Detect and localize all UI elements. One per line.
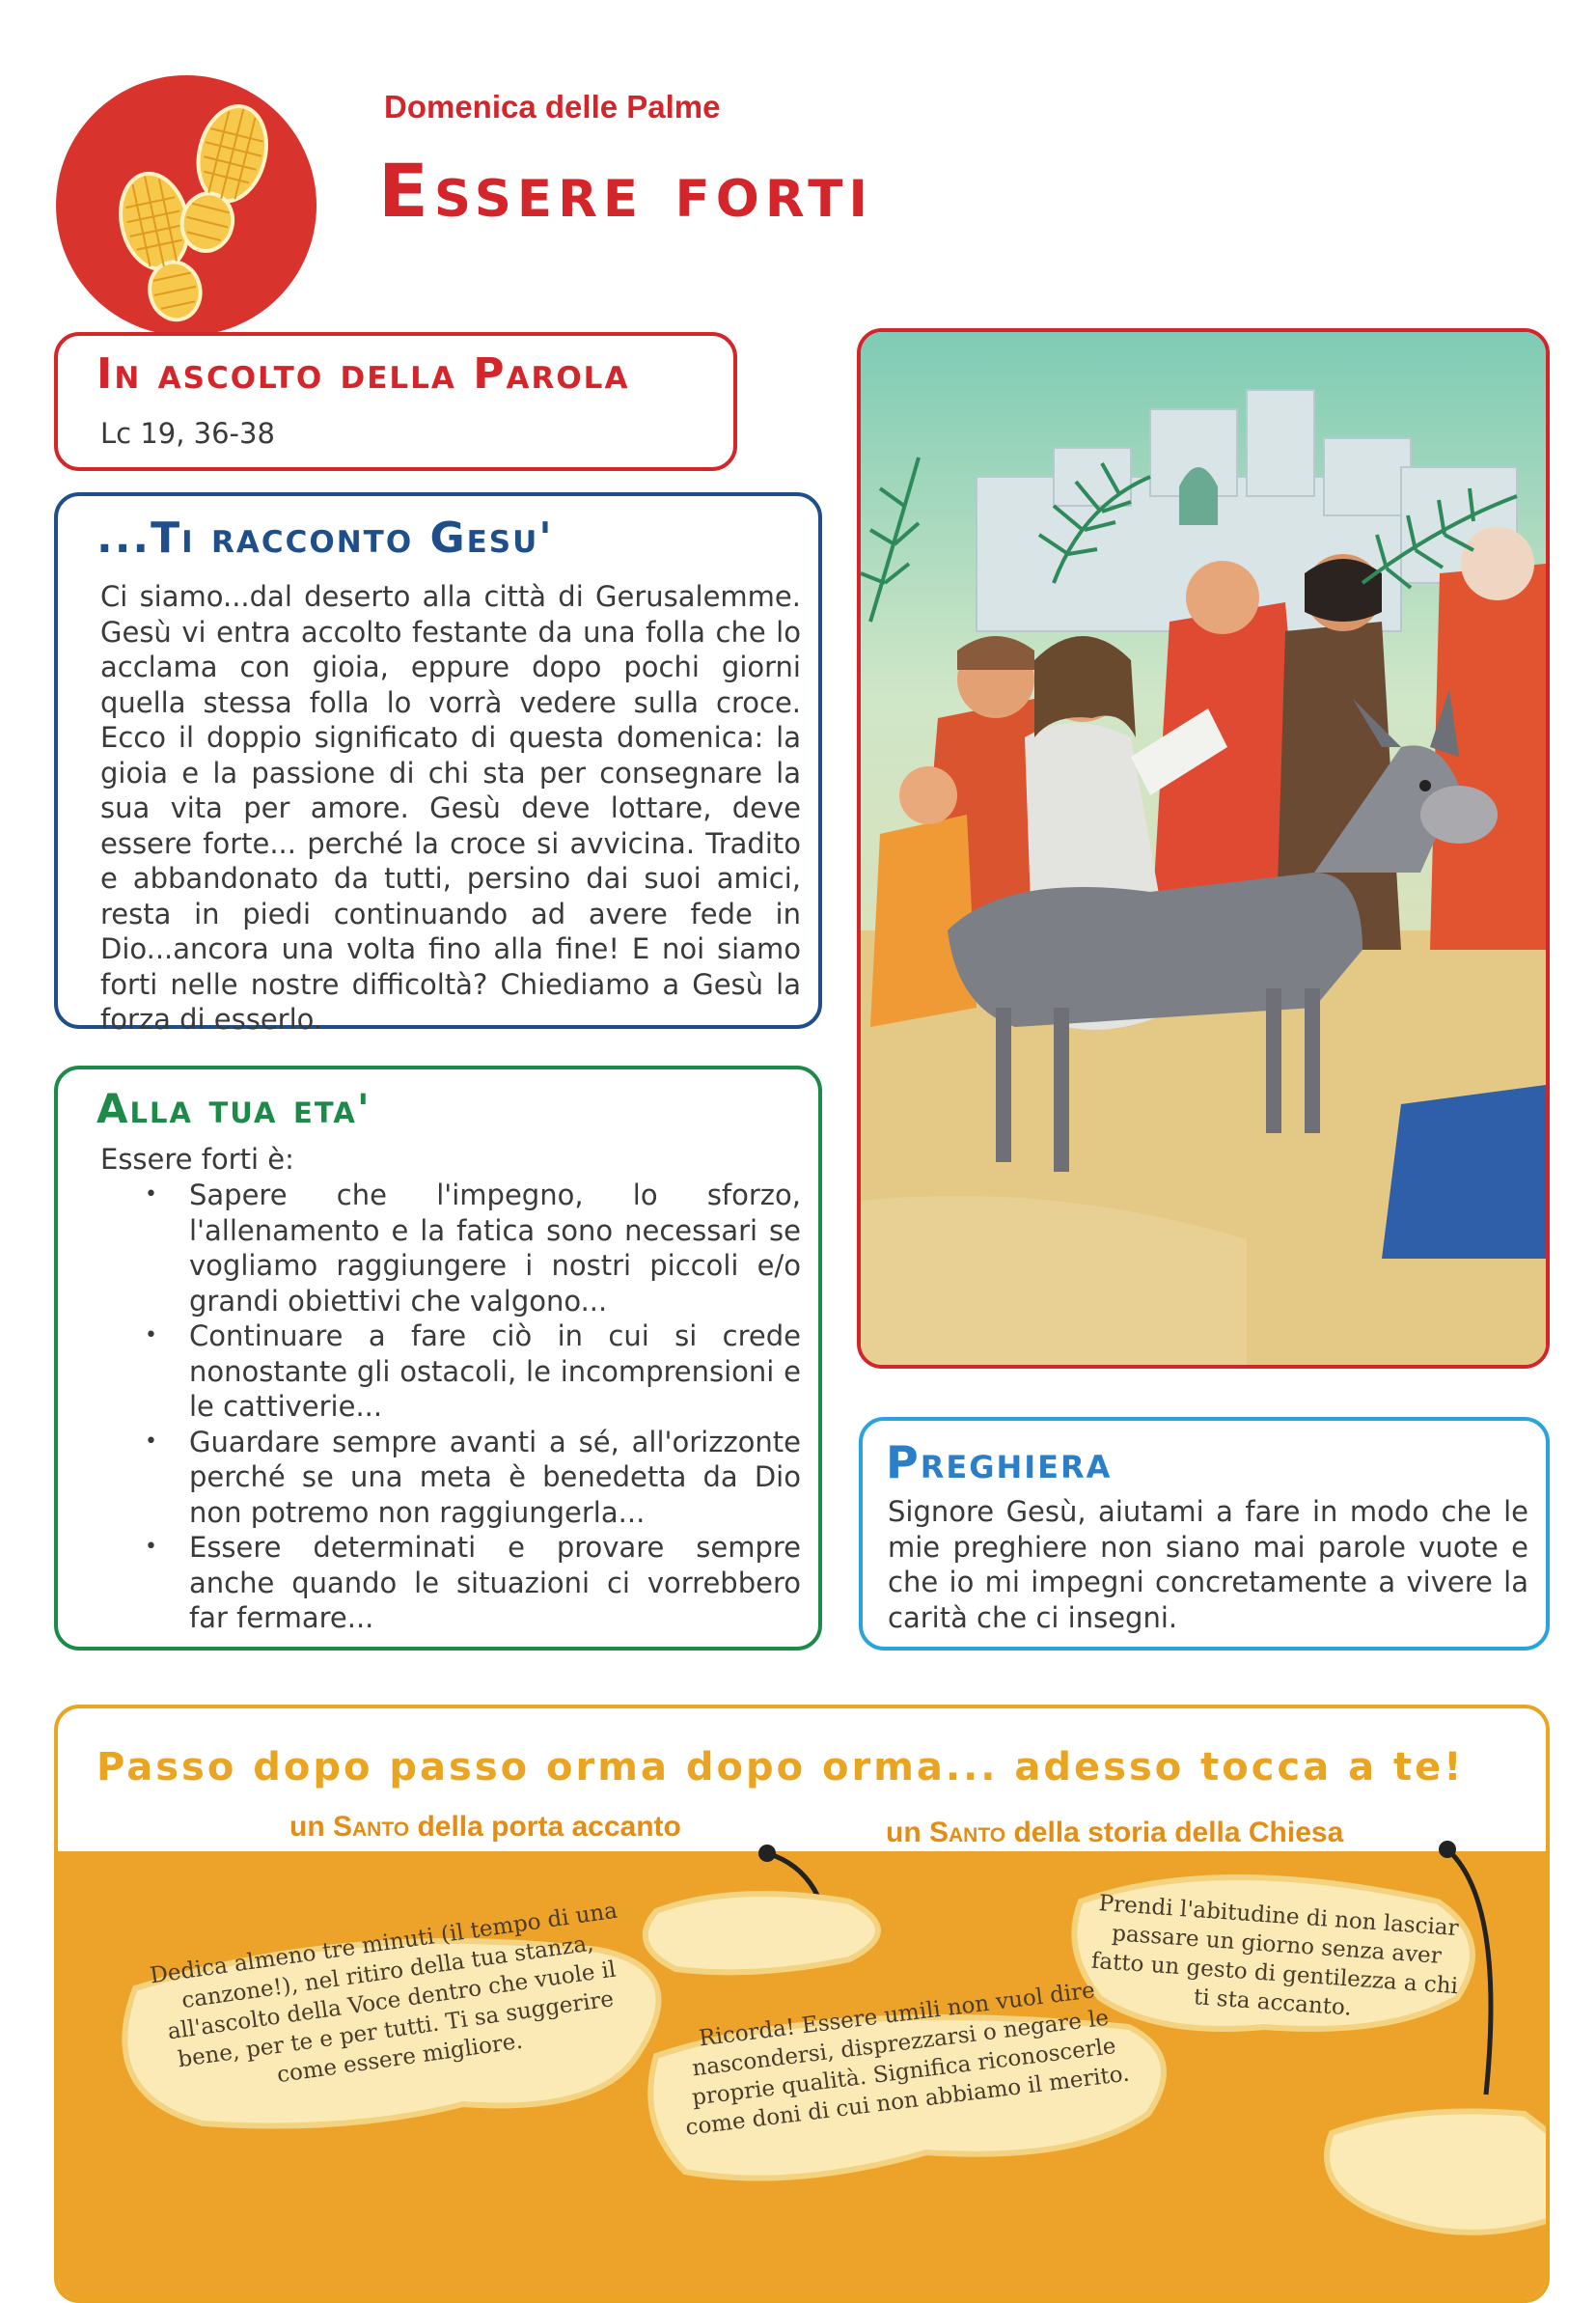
eta-intro: Essere forti è: (100, 1143, 294, 1176)
sole-text-1: Dedica almeno tre minuti (il tempo di una canzone!), nel ritiro della tua stanza, all'ascolto della Voce dentro che vuole il bene, per te e per tutti. Ti sa suggerire come essere migliore. (148, 1898, 619, 2089)
eta-box (54, 1066, 822, 1651)
preghiera-text: Signore Gesù, aiutami a fare in modo che le mie preghiere non siano mai parole vuote e che io mi impegni concretamente a vivere la carità che ci insegni. (888, 1495, 1528, 1634)
racconto-heading: ...Ti racconto Gesu' (96, 513, 554, 563)
eta-heading: Alla tua eta' (96, 1085, 371, 1132)
list-item: • Guardare sempre avanti a sé, all'orizzonte perché se una meta è benedetta da Dio non potremo non raggiungerla... (145, 1425, 801, 1531)
page-subtitle: Domenica delle Palme (384, 89, 721, 125)
connector-dot-right (1439, 1841, 1456, 1858)
list-item: • Essere determinati e provare sempre anche quando le situazioni ci vorrebbero far fermare... (145, 1530, 801, 1636)
label-santo-storia-chiesa: un Santo della storia della Chiesa (886, 1817, 1344, 1848)
list-item: • Sapere che l'impegno, lo sforzo, l'allenamento e la fatica sono necessari se vogliamo raggiungere i nostri piccoli e/o grandi obiettivi che valgono... (145, 1178, 801, 1318)
list-item: • Continuare a fare ciò in cui si crede nonostante gli ostacoli, le incomprensioni e le cattiverie... (145, 1318, 801, 1425)
eta-list (145, 1178, 801, 1636)
sole-text-3: Prendi l'abitudine di non lasciar passare un giorno senza aver fatto un gesto di gentilezza a chi ti sta accanto. (1090, 1891, 1460, 2021)
page-title: Essere forti (378, 148, 874, 234)
label-santo-porta-accanto: un Santo della porta accanto (289, 1811, 681, 1843)
sole-shape-small-top (646, 1894, 878, 1972)
illustration-palm-sunday (857, 328, 1550, 1369)
illustration-art (861, 332, 1546, 1365)
preghiera-box (859, 1417, 1550, 1651)
racconto-text: Ci siamo...dal deserto alla città di Gerusalemme. Gesù vi entra accolto festante da una folla che lo acclama con gioia, eppure dopo pochi giorni quella stessa folla lo vorrà vedere sulla croce. Ecco il doppio significato di questa domenica: la gioia e la passione di chi sta per consegnare la sua vita per amore. Gesù deve lottare, deve essere forte... perché la croce si avvicina. Tradito e abbandonato da tutti, persino dai suoi amici, resta in piedi continuando ad avere fede in Dio...ancora una volta fino alla fine! E noi siamo forti nelle nostre difficoltà? Chiediamo a Gesù la forza di esserlo. (100, 580, 801, 1036)
passo-dopo-passo-section (54, 1705, 1550, 2303)
bible-reference: Lc 19, 36-38 (100, 417, 275, 450)
connector-dot-left (758, 1845, 776, 1862)
passo-title: Passo dopo passo orma dopo orma... adesso tocca a te! (96, 1745, 1465, 1790)
cloak-on-ground (1382, 1085, 1546, 1259)
preghiera-heading: Preghiera (886, 1436, 1113, 1488)
footprints-logo (56, 75, 316, 336)
sole-text-2: Ricorda! Essere umili non vuol dire nascondersi, disprezzarsi o negare le proprie qualità. Significa riconoscerle come doni di cui non abbiamo il merito. (684, 1978, 1131, 2141)
sole-shape-small-bottom (1327, 2112, 1550, 2233)
ascolto-box (54, 332, 737, 471)
racconto-box (54, 492, 822, 1036)
ascolto-heading: In ascolto della Parola (96, 349, 630, 399)
